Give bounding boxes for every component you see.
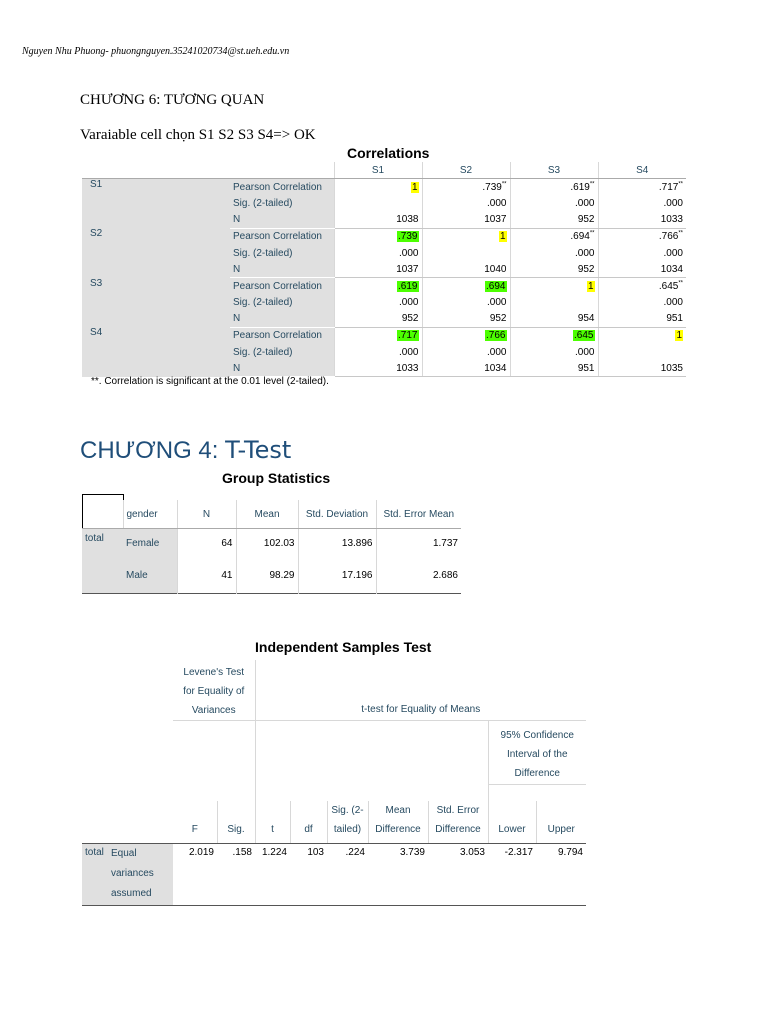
corr-col-header: S1	[334, 162, 422, 179]
indep-test-table	[82, 660, 586, 906]
corr-sig-mark: **	[589, 231, 595, 238]
corr-value: .717	[398, 330, 418, 342]
corr-cell: 1037	[422, 212, 510, 229]
corr-cell: .000	[334, 245, 422, 261]
corr-cell	[334, 327, 422, 344]
corr-cell: .000	[510, 195, 598, 211]
corr-cell: 1033	[334, 360, 422, 377]
corr-cell	[510, 327, 598, 344]
group-stats-row-label: Female	[123, 529, 177, 558]
corr-row-label: Sig. (2-tailed)	[230, 295, 334, 311]
corr-cell: .000	[598, 245, 686, 261]
corr-value: .619	[398, 280, 418, 292]
group-stats-cell: 1.737	[376, 529, 461, 558]
group-stats-header-n: N	[177, 500, 236, 529]
indep-col-f: F	[173, 801, 217, 844]
indep-col-df: df	[290, 801, 327, 844]
levene-spacer	[173, 721, 255, 802]
corr-sig-mark: **	[678, 231, 683, 238]
indep-corner	[82, 660, 173, 801]
group-stats-title: Group Statistics	[222, 470, 331, 486]
corr-sig-mark: **	[678, 280, 683, 287]
corr-row-label: Pearson Correlation	[230, 179, 334, 196]
corr-value: .766	[658, 231, 679, 243]
indep-col-sig: Sig.	[217, 801, 255, 844]
corr-sig-mark: **	[589, 181, 595, 188]
corr-value: .739	[398, 231, 418, 243]
corr-value: .739	[482, 181, 502, 193]
indep-col-upper: Upper	[536, 801, 586, 844]
corr-cell	[598, 228, 686, 245]
corr-cell	[598, 278, 686, 295]
corr-cell	[422, 179, 510, 196]
corr-row-label: Sig. (2-tailed)	[230, 195, 334, 211]
corr-corner	[230, 162, 334, 179]
author-header: Nguyen Nhu Phuong- phuongnguyen.35241020734@st.ueh.edu.vn	[22, 46, 290, 57]
corr-value: 1	[411, 181, 418, 193]
corr-cell: 1033	[598, 212, 686, 229]
corr-sig-mark: **	[678, 181, 683, 188]
corr-cell: 952	[510, 212, 598, 229]
corr-cell: 1034	[598, 261, 686, 278]
correlations-footnote: **. Correlation is significant at the 0.01 level (2-tailed).	[91, 376, 329, 387]
group-stats-cell: 13.896	[298, 529, 376, 558]
corr-var-label: S2	[82, 228, 230, 278]
indep-cell: .158	[232, 847, 252, 858]
corr-cell	[510, 179, 598, 196]
corr-cell	[422, 245, 510, 261]
corr-row-label: Sig. (2-tailed)	[230, 344, 334, 360]
indep-col-sediff: Std. Error Difference	[428, 801, 488, 844]
corr-cell	[510, 278, 598, 295]
indep-group-label: total	[82, 844, 108, 906]
corr-cell: .000	[510, 245, 598, 261]
corr-row-label: Sig. (2-tailed)	[230, 245, 334, 261]
indep-col-meandiff: Mean Difference	[368, 801, 428, 844]
group-stats-header-gender: gender	[123, 500, 177, 529]
group-stats-corner	[82, 500, 123, 529]
corr-row-label: N	[230, 311, 334, 328]
chapter-4-heading	[80, 436, 291, 465]
group-stats-cell: 64	[177, 529, 236, 558]
corr-cell: .000	[510, 344, 598, 360]
ttest-header: t-test for Equality of Means	[255, 660, 586, 721]
corr-cell: 1038	[334, 212, 422, 229]
corr-row-label: Pearson Correlation	[230, 228, 334, 245]
corr-cell	[598, 344, 686, 360]
corr-value: .645	[574, 330, 594, 342]
corr-value: .717	[658, 181, 679, 193]
corr-value: 1	[499, 231, 506, 243]
corr-value: 1	[676, 330, 682, 342]
group-stats-cell: 102.03	[236, 529, 298, 558]
indep-col-t: t	[255, 801, 290, 844]
corr-var-label: S3	[82, 278, 230, 328]
indep-cell: 3.053	[459, 847, 485, 858]
corr-cell: .000	[334, 344, 422, 360]
chapter-4-prefix: CHƯƠNG 4:	[80, 437, 226, 464]
corr-col-header: S2	[422, 162, 510, 179]
corr-cell: 1037	[334, 261, 422, 278]
corr-row-label: N	[230, 261, 334, 278]
corr-row-label: N	[230, 360, 334, 377]
group-stats-header-sd: Std. Deviation	[298, 500, 376, 529]
correlations-title: Correlations	[347, 145, 430, 161]
corr-row-label: N	[230, 212, 334, 229]
corr-sig-mark: **	[501, 181, 507, 188]
group-stats-row-label: Male	[123, 557, 177, 594]
corr-value: .766	[486, 330, 506, 342]
indep-cell: 1.224	[261, 847, 287, 858]
ci-header: 95% Confidence Interval of the Difference	[488, 721, 586, 785]
corr-var-label: S1	[82, 179, 230, 229]
group-stats-cell: 41	[177, 557, 236, 594]
corr-cell	[334, 278, 422, 295]
corr-value: 1	[587, 280, 594, 292]
corr-cell: .000	[334, 295, 422, 311]
levene-header: Levene's Test for Equality of Variances	[173, 660, 255, 721]
corr-value: .645	[658, 280, 679, 292]
corr-cell	[334, 228, 422, 245]
corr-cell: 951	[510, 360, 598, 377]
group-stats-table	[82, 500, 461, 594]
corr-cell: 954	[510, 311, 598, 328]
corr-cell	[334, 179, 422, 196]
corr-cell: .000	[422, 295, 510, 311]
correlations-table	[82, 162, 686, 377]
corr-row-label: Pearson Correlation	[230, 327, 334, 344]
corr-cell	[422, 327, 510, 344]
corr-value: .694	[486, 280, 506, 292]
corr-cell	[510, 228, 598, 245]
chapter-6-heading: CHƯƠNG 6: TƯƠNG QUAN	[80, 92, 265, 108]
corr-cell: 1040	[422, 261, 510, 278]
indep-cell: 3.739	[399, 847, 425, 858]
corr-corner	[82, 162, 230, 179]
corr-cell	[510, 295, 598, 311]
ttest-spacer	[255, 721, 488, 802]
chapter-4-suffix: T-Test	[225, 436, 292, 464]
corr-row-label: Pearson Correlation	[230, 278, 334, 295]
indep-corner-lower	[82, 801, 173, 844]
chapter-6-subheading: Varaiable cell chọn S1 S2 S3 S4=> OK	[80, 127, 316, 143]
group-stats-cell: 17.196	[298, 557, 376, 594]
indep-cell: -2.317	[504, 847, 533, 858]
corr-value: .694	[570, 231, 590, 243]
corr-var-label: S4	[82, 327, 230, 377]
corr-cell: .000	[422, 344, 510, 360]
corr-cell	[334, 195, 422, 211]
corr-cell	[598, 327, 686, 344]
indep-cell: .224	[345, 847, 365, 858]
indep-col-lower: Lower	[488, 801, 536, 844]
corr-cell	[598, 179, 686, 196]
group-stats-cell: 2.686	[376, 557, 461, 594]
indep-row-label: Equal variances assumed	[108, 844, 173, 906]
corr-col-header: S3	[510, 162, 598, 179]
corr-cell: .000	[422, 195, 510, 211]
group-stats-header-se: Std. Error Mean	[376, 500, 461, 529]
corr-cell: .000	[598, 195, 686, 211]
indep-cell: 2.019	[188, 847, 214, 858]
corr-cell	[422, 228, 510, 245]
group-stats-cell: 98.29	[236, 557, 298, 594]
indep-test-title: Independent Samples Test	[255, 639, 432, 655]
indep-col-sig2: Sig. (2-tailed)	[327, 801, 368, 844]
group-stats-group-label: total	[82, 529, 123, 594]
corr-cell: 952	[510, 261, 598, 278]
corr-cell: 952	[334, 311, 422, 328]
corr-cell: 1034	[422, 360, 510, 377]
corr-value: .619	[570, 181, 590, 193]
indep-cell: 103	[307, 847, 324, 858]
ci-spacer	[488, 785, 586, 802]
corr-cell	[422, 278, 510, 295]
group-stats-header-mean: Mean	[236, 500, 298, 529]
corr-cell: 952	[422, 311, 510, 328]
corr-cell: .000	[598, 295, 686, 311]
corr-cell: 1035	[598, 360, 686, 377]
corr-cell: 951	[598, 311, 686, 328]
corr-col-header: S4	[598, 162, 686, 179]
indep-cell: 9.794	[557, 847, 583, 858]
